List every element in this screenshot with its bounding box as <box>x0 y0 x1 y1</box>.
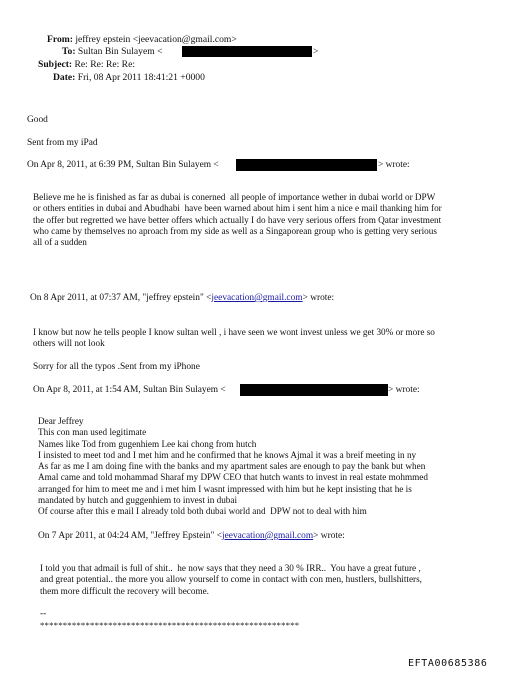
header-from <box>47 34 237 46</box>
to-label: To: <box>62 46 76 57</box>
quote4-email-link[interactable]: jeevacation@gmail.com <box>222 531 314 541</box>
quote4-header <box>38 531 345 542</box>
from-label: From: <box>47 34 73 45</box>
redaction-quote1 <box>236 159 377 171</box>
quote3-prefix: On Apr 8, 2011, at 1:54 AM, Sultan Bin Sulayem < <box>33 385 226 395</box>
quote4-suffix: > wrote: <box>313 531 345 541</box>
quote3-suffix: > wrote: <box>388 385 420 395</box>
typos-signature: Sorry for all the typos .Sent from my iPhone <box>33 362 200 372</box>
to-suffix: > <box>313 46 319 57</box>
subject-label: Subject: <box>38 59 73 70</box>
para2: I know but now he tells people I know sultan well , i have seen we wont invest unless we get 30% or more so others will not look <box>33 327 435 349</box>
quote1-suffix: > wrote: <box>378 160 410 170</box>
quote2-suffix: > wrote: <box>302 293 335 303</box>
document-id: EFTA00685386 <box>408 658 488 669</box>
quote2-header <box>30 293 334 304</box>
para4: I told you that admail is full of shit.. he now says that they need a 30 % IRR.. You have a great future , and great potential.. the more you allow yourself to come in contact with con men, hustlers, bullshitters, them more difficult the recovery will become. <box>40 563 422 596</box>
reply-text: Good <box>27 115 48 125</box>
to-value: Sultan Bin Sulayem < <box>77 46 163 57</box>
date-value: Fri, 08 Apr 2011 18:41:21 +0000 <box>77 72 205 83</box>
quote4-prefix: On 7 Apr 2011, at 04:24 AM, "Jeffrey Epstein" < <box>38 531 223 541</box>
subject-value: Re: Re: Re: Re: <box>74 59 136 70</box>
redaction-quote3 <box>240 384 388 396</box>
signature-ipad: Sent from my iPad <box>27 138 98 148</box>
signature-dash: -- <box>40 609 47 619</box>
header-subject <box>38 59 135 71</box>
quote1-prefix: On Apr 8, 2011, at 6:39 PM, Sultan Bin Sulayem < <box>27 160 219 170</box>
star-separator: ********************************************************* <box>40 620 300 630</box>
para3: Dear Jeffrey This con man used legitimate Names like Tod from gugenhiem Lee kai chong from hutch I insisted to meet tod and I met him and he confirmed that he knows Ajmal it was a breif meeting in ny As far as me I am doing fine with the banks and my apartment sales are enough to pay the bank but when Amal came and told mohammad Sharaf my DPW CEO that hutch wants to invest in real estate mohmmed arranged for him to meet me and i met him I wasnt impressed with him but he kept insisting that he is mandated by hutch and guggenhiem to invest in dubai Of course after this e mail I already told both dubai world and DPW not to deal with him <box>38 416 428 517</box>
date-label: Date: <box>53 72 76 83</box>
quote2-email-link[interactable]: jeevacation@gmail.com <box>211 293 303 303</box>
quote1-header <box>27 160 219 171</box>
quote2-prefix: On 8 Apr 2011, at 07:37 AM, "jeffrey epstein" < <box>30 293 212 303</box>
redaction-to <box>182 46 312 57</box>
from-value: jeffrey epstein <jeevacation@gmail.com> <box>75 34 237 45</box>
header-date <box>53 72 205 84</box>
header-to <box>62 46 162 58</box>
quote3-header <box>33 385 226 396</box>
para1: Believe me he is finished as far as dubai is conerned all people of importance wether in dubai world or DPW or others entities in dubai and Abudhabi have been warned about him i sent him a nice e mail thanking him for the offer but regretted we have better offers which actually I do have very serious offers from Qatar investment who came by themselves no aproach from my side as well as a Singaporean group who is getting very serious all of a sudden <box>33 192 442 248</box>
